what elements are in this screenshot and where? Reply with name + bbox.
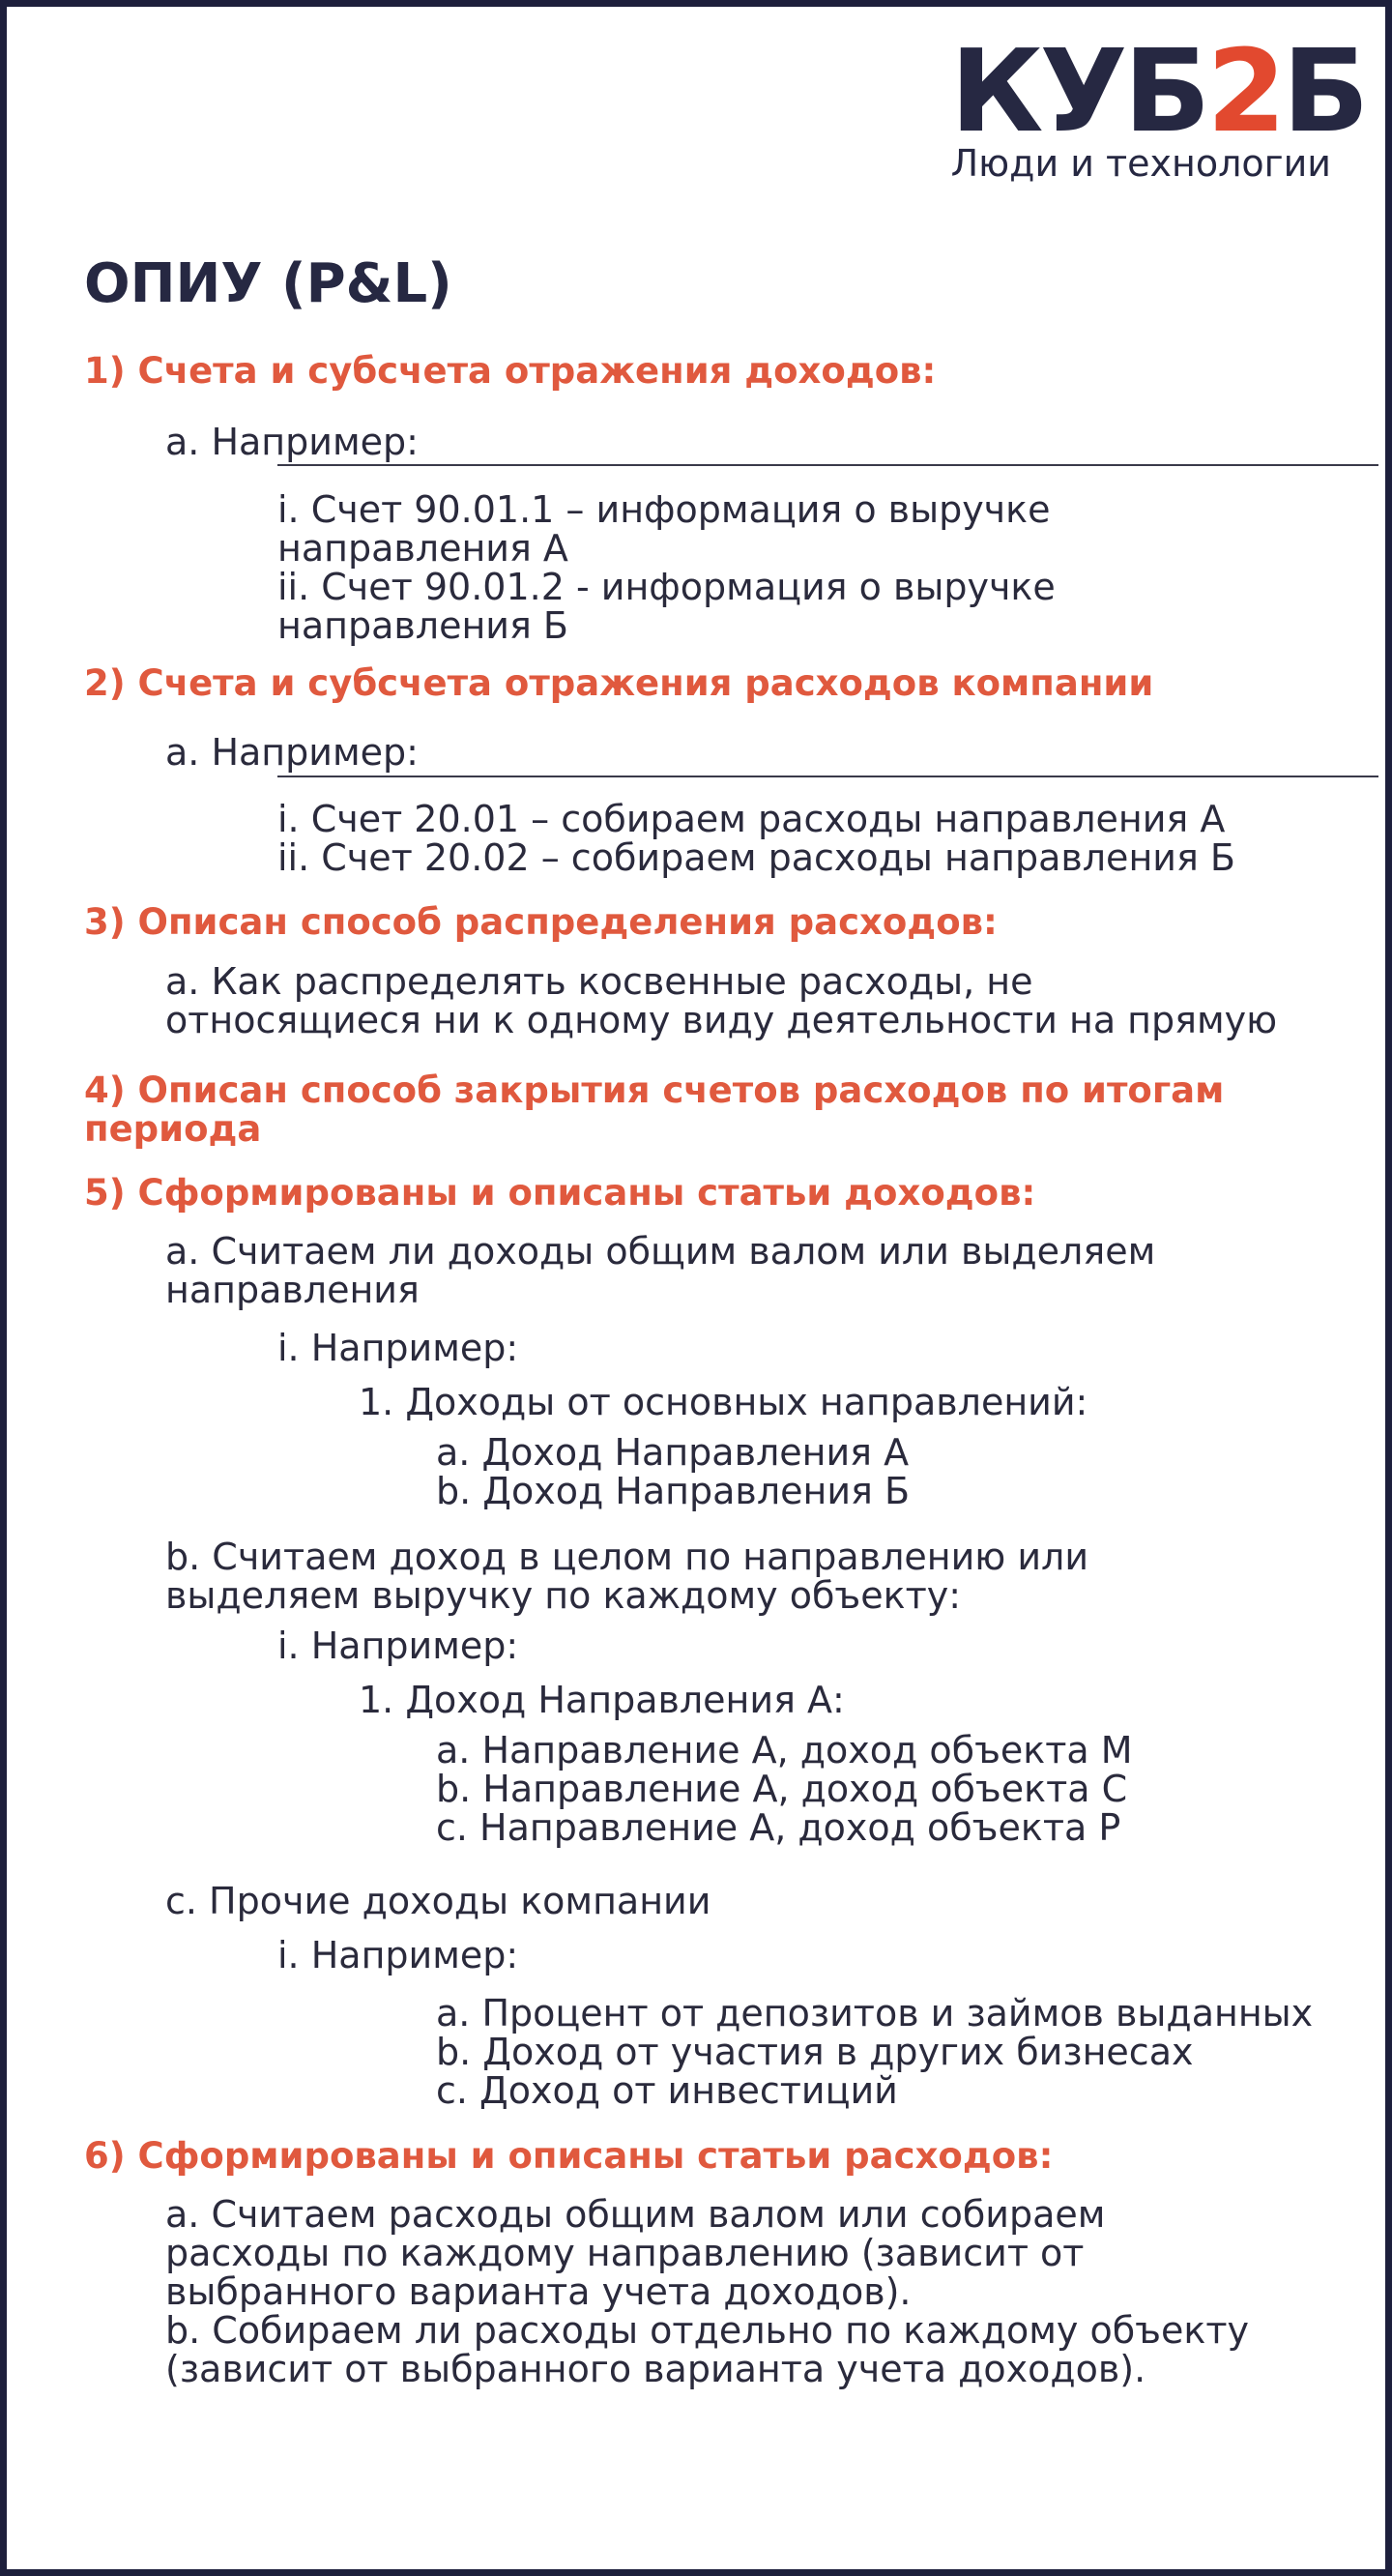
section-2-item-i1: i. Счет 20.01 – собираем расходы направления А (277, 798, 1226, 840)
section-5-item-b: b. Считаем доход в целом по направлению или (165, 1536, 1089, 1578)
section-5-item-a-i-1-b: b. Доход Направления Б (436, 1470, 911, 1512)
section-1-heading: 1) Счета и субсчета отражения доходов: (84, 350, 937, 392)
section-5-item-b-i-1: 1. Доход Направления А: (359, 1679, 845, 1721)
section-5-item-b-cont: выделяем выручку по каждому объекту: (165, 1574, 961, 1617)
section-1-item-i1-cont: направления А (277, 527, 568, 570)
section-5-item-c-i: i. Например: (277, 1934, 519, 1976)
section-1-item-i2: ii. Счет 90.01.2 - информация о выручке (277, 566, 1056, 608)
section-6-item-a-cont2: выбранного варианта учета доходов). (165, 2270, 912, 2313)
section-5-item-a: a. Считаем ли доходы общим валом или выделяем (165, 1230, 1156, 1273)
section-1-item-i1: i. Счет 90.01.1 – информация о выручке (277, 488, 1051, 531)
section-3-heading: 3) Описан способ распределения расходов: (84, 901, 998, 943)
section-3-item-a-cont: относящиеся ни к одному виду деятельности на прямую (165, 999, 1278, 1041)
section-5-item-a-i-1-a: a. Доход Направления А (436, 1431, 910, 1474)
section-6-item-a: a. Считаем расходы общим валом или собираем (165, 2193, 1106, 2236)
section-2-item-a: a. Например: (165, 731, 419, 774)
section-5-item-a-cont: направления (165, 1269, 420, 1311)
section-5-item-c: c. Прочие доходы компании (165, 1880, 711, 1922)
section-5-item-b-i-1-b: b. Направление А, доход объекта С (436, 1768, 1128, 1810)
section-5-item-a-i: i. Например: (277, 1327, 519, 1369)
section-4-heading-cont: периода (84, 1108, 262, 1150)
section-5-item-b-i-1-a: a. Направление А, доход объекта М (436, 1729, 1133, 1771)
logo-part1: КУБ (950, 24, 1207, 158)
logo-part3: Б (1282, 24, 1366, 158)
logo-wordmark (950, 24, 1366, 158)
section-5-heading: 5) Сформированы и описаны статьи доходов: (84, 1172, 1036, 1214)
section-6-item-b: b. Собираем ли расходы отдельно по каждому объекту (165, 2309, 1249, 2352)
section-4-heading: 4) Описан способ закрытия счетов расходов по итогам (84, 1069, 1225, 1111)
section-6-item-a-cont1: расходы по каждому направлению (зависит от (165, 2232, 1085, 2274)
section-6-item-b-cont: (зависит от выбранного варианта учета доходов). (165, 2348, 1146, 2390)
section-1-divider (277, 464, 1378, 466)
section-1-item-i2-cont: направления Б (277, 604, 568, 647)
section-3-item-a: a. Как распределять косвенные расходы, не (165, 960, 1033, 1003)
section-5-item-b-i-1-c: c. Направление А, доход объекта Р (436, 1806, 1121, 1849)
section-5-item-c-i-b: b. Доход от участия в других бизнесах (436, 2031, 1194, 2073)
section-1-item-a: a. Например: (165, 421, 419, 463)
section-5-item-c-i-a: a. Процент от депозитов и займов выданных (436, 1992, 1314, 2034)
section-6-heading: 6) Сформированы и описаны статьи расходов: (84, 2135, 1054, 2177)
company-logo (950, 24, 1366, 185)
section-2-item-i2: ii. Счет 20.02 – собираем расходы направления Б (277, 836, 1235, 879)
section-5-item-b-i: i. Например: (277, 1625, 519, 1667)
logo-tagline: Люди и технологии (950, 142, 1331, 185)
page-title: ОПИУ (P&L) (84, 252, 452, 315)
section-2-heading: 2) Счета и субсчета отражения расходов компании (84, 662, 1154, 704)
section-2-divider (277, 776, 1378, 777)
logo-part2: 2 (1206, 24, 1283, 158)
section-5-item-c-i-c: c. Доход от инвестиций (436, 2069, 898, 2112)
section-5-item-a-i-1: 1. Доходы от основных направлений: (359, 1381, 1088, 1423)
